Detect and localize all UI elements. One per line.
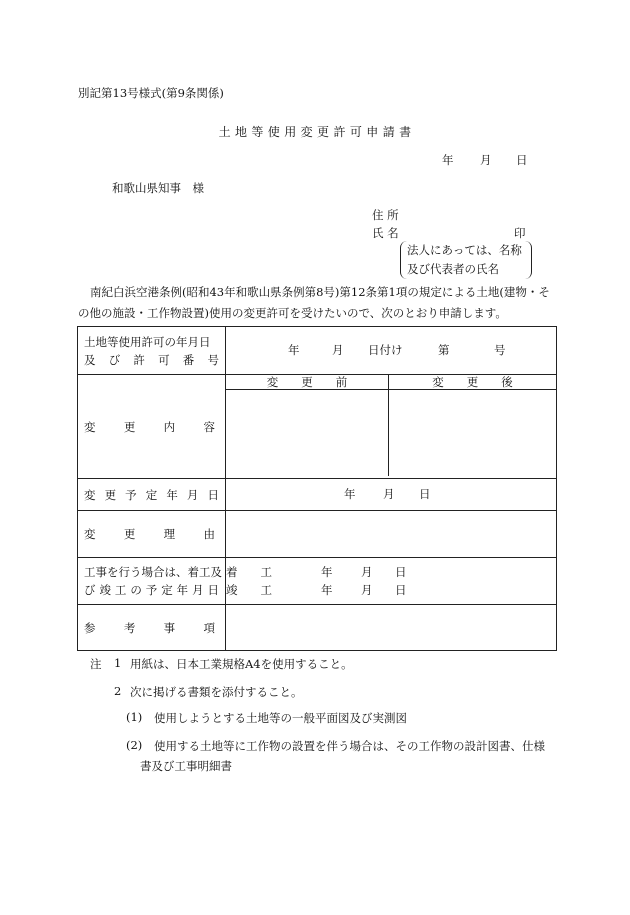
remarks-label: 参 考 事 項	[78, 605, 226, 651]
permit-label: 土地等使用許可の年月日 及 び 許 可 番 号	[78, 327, 226, 375]
table-row	[78, 605, 557, 651]
addressee: 和歌山県知事 様	[112, 181, 204, 195]
table-row	[78, 558, 557, 605]
table-row	[78, 375, 557, 479]
after-change-header: 変 更 後	[389, 375, 556, 390]
reason-value[interactable]	[226, 511, 557, 558]
corporate-note: 法人にあっては、名称及び代表者の氏名	[400, 241, 532, 279]
change-content-label: 変 更 内 容	[78, 375, 226, 479]
date-year: 年	[442, 153, 454, 167]
after-change-field[interactable]	[389, 390, 556, 476]
table-row	[78, 327, 557, 375]
form-reference: 別記第13号様式(第9条関係)	[78, 86, 224, 100]
before-change-field[interactable]	[226, 390, 389, 476]
planned-date-label: 変 更 予 定 年 月 日	[78, 479, 226, 511]
finish-label: 竣 工	[226, 583, 272, 597]
remarks-value[interactable]	[226, 605, 557, 651]
note-1: 用紙は、日本工業規格A4を使用すること。	[130, 657, 353, 671]
start-label: 着 工	[226, 565, 272, 579]
planned-date-value[interactable]: 年 月 日	[226, 479, 557, 511]
address-label: 住 所	[372, 208, 399, 222]
change-content-value	[226, 375, 557, 479]
notes-head: 注	[90, 657, 102, 671]
note-2-2-cont: 書及び工事明細書	[140, 759, 232, 773]
applicant-block	[372, 207, 532, 287]
table-row	[78, 479, 557, 511]
table-row	[78, 511, 557, 558]
date-month: 月	[480, 153, 492, 167]
schedule-value[interactable]: 着 工 年 月 日 竣 工 年 月 日	[226, 558, 557, 605]
application-table	[77, 326, 557, 651]
reason-label: 変 更 理 由	[78, 511, 226, 558]
schedule-label: 工事を行う場合は、着工及 び 竣 工 の 予 定 年 月 日	[78, 558, 226, 605]
name-label: 氏 名	[372, 226, 399, 240]
note-2: 次に掲げる書類を添付すること。	[130, 685, 303, 699]
note-2-1: 使用しようとする土地等の一般平面図及び実測図	[154, 711, 407, 725]
permit-label-2: 及 び 許 可 番 号	[84, 352, 219, 367]
note-2-2: 使用する土地等に工作物の設置を伴う場合は、その工作物の設計図書、仕様	[154, 739, 545, 753]
date-day: 日	[516, 153, 528, 167]
seal-mark: 印	[514, 226, 526, 240]
before-change-header: 変 更 前	[226, 375, 389, 390]
intro-paragraph: 南紀白浜空港条例(昭和43年和歌山県条例第8号)第12条第1項の規定による土地(建物・その他の施設・工作物設置)使用の変更許可を受けたいので、次のとおり申請します。	[78, 285, 550, 320]
permit-value[interactable]: 年 月 日付け 第 号	[226, 327, 557, 375]
document-title: 土 地 等 使 用 変 更 許 可 申 請 書	[218, 125, 412, 139]
